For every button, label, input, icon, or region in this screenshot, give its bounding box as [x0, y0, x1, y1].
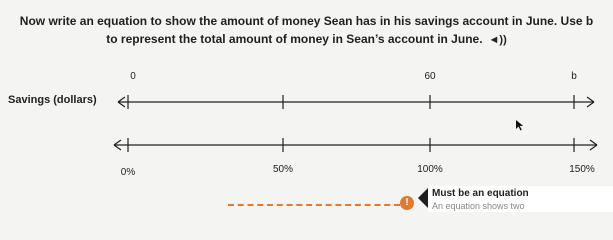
top-label-60: 60 — [424, 71, 436, 82]
bottom-label-50pct: 50% — [272, 164, 294, 175]
feedback-tooltip — [428, 186, 613, 212]
feedback-title: Must be an equation — [432, 188, 529, 199]
alert-icon: ! — [400, 196, 414, 210]
bottom-label-150pct: 150% — [569, 164, 595, 175]
savings-row-label: Savings (dollars) — [8, 94, 97, 106]
bottom-label-100pct: 100% — [417, 164, 443, 175]
prompt-line-2-text: to represent the total amount of money in Sean’s account in June. — [106, 32, 483, 46]
top-label-0: 0 — [130, 71, 136, 82]
feedback-subtitle: An equation shows two — [432, 201, 525, 211]
answer-input-line[interactable] — [228, 204, 400, 206]
top-label-b: b — [571, 71, 577, 82]
bottom-label-0pct: 0% — [120, 167, 136, 178]
speaker-icon[interactable]: ◄)) — [488, 33, 507, 46]
mouse-cursor-icon — [516, 120, 523, 131]
bottom-number-line — [114, 138, 597, 178]
feedback-pointer-icon — [418, 188, 428, 208]
prompt-line-1: Now write an equation to show the amount of money Sean has in his savings account in June. Use b — [19, 14, 594, 28]
top-number-line — [118, 71, 594, 109]
